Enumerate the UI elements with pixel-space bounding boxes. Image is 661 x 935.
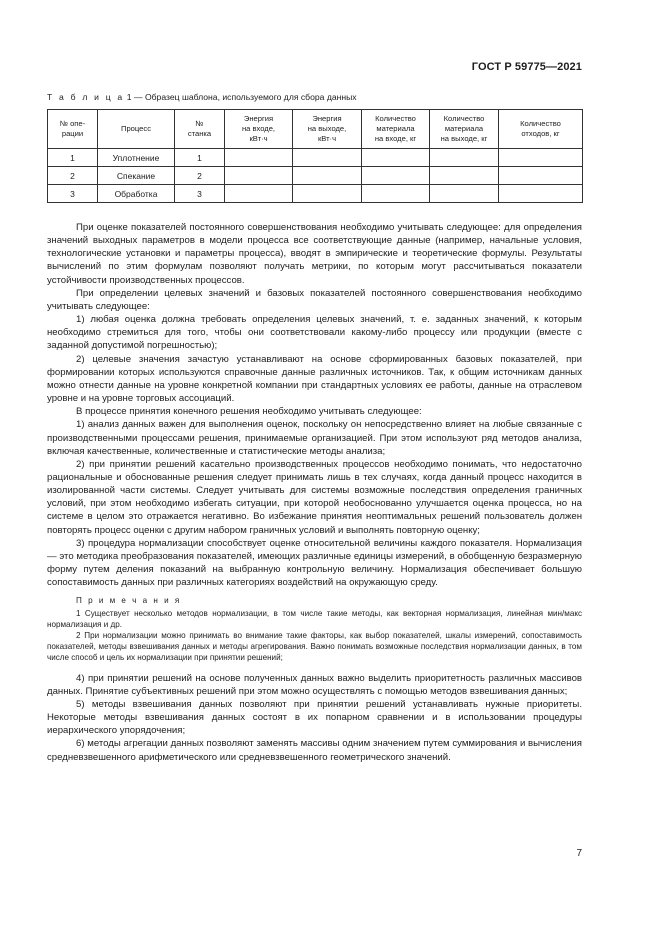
table-cell [362,149,430,167]
standard-designation: ГОСТ Р 59775—2021 [471,61,582,73]
table-cell: Обработка [98,185,175,203]
table-cell [293,167,362,185]
column-header: Количество отходов, кг [499,110,583,149]
note-item: 1 Существует несколько методов нормализации, в том числе такие методы, как векторная нормализация, линейная мин/макс нормализация и др. [47,608,582,629]
list-continuation [47,672,582,764]
table-cell [293,185,362,203]
note-item: 2 При нормализации можно принимать во внимание такие факторы, как выбор показателей, шкалы измерений, сопоставимость показателей, методы взвешивания данных и методы агрегирования. Важно понимать возможные последствия нормализации данных, в том числе способ и цель их нормализации при принятии решений; [47,630,582,663]
table-cell: 3 [48,185,98,203]
table-cell [430,167,499,185]
table-cell: Спекание [98,167,175,185]
table-cell: 1 [175,149,225,167]
table-cell [225,149,293,167]
table-cell [499,167,583,185]
table-header-row [48,110,583,149]
table-row [48,185,583,203]
table-cell [225,167,293,185]
table-cell [362,185,430,203]
body-text [47,221,582,764]
table-caption-label: Т а б л и ц а [47,92,125,102]
list-item: 1) анализ данных важен для выполнения оценок, поскольку он непосредственно влияет на любые связанные с производственными процессами решения, принимаемые организацией. При этом используют ряд методов анализа, включая качественные, количественные и статистические методы анализа; [47,419,582,457]
table-cell: Уплотнение [98,149,175,167]
table-caption-text: 1 — Образец шаблона, используемого для сбора данных [124,92,357,102]
page-number: 7 [576,848,582,859]
table-cell [430,185,499,203]
table-row [48,149,583,167]
list-item: 2) целевые значения зачастую устанавливают на основе сформированных базовых показателей, при формировании которых используются справочные данные различных источников. Так, к общим источникам данных можно отнести данные на уровне конкретной компании при стандартных условиях ее работы, данные на отраслевом уровне и на уровне торговых ассоциаций. [47,353,582,405]
table-cell [499,149,583,167]
table-cell [362,167,430,185]
table-row [48,167,583,185]
table-cell: 1 [48,149,98,167]
table-caption [47,92,357,102]
table-cell: 2 [175,167,225,185]
list-item: 6) методы агрегации данных позволяют заменять массивы одним значением путем суммирования и вычисления средневзвешенного арифметического или средневзвешенного геометрического значений. [47,738,582,763]
column-header: Процесс [98,110,175,149]
table-cell: 2 [48,167,98,185]
column-header: № станка [175,110,225,149]
table-cell [499,185,583,203]
paragraph: При определении целевых значений и базовых показателей постоянного совершенствования необходимо учитывать следующее: [47,287,582,312]
paragraph: В процессе принятия конечного решения необходимо учитывать следующее: [76,406,422,418]
data-collection-template-table [47,109,583,203]
column-header: Энергия на входе, кВт·ч [225,110,293,149]
table-cell [430,149,499,167]
column-header: Количество материала на входе, кг [362,110,430,149]
list-item: 5) методы взвешивания данных позволяют при принятии решений устанавливать нужные приоритеты. Некоторые методы взвешивания данных состоят в их попарном сравнении и в использовании процедуры иерархического упорядочения; [47,698,582,737]
notes-block [47,595,582,663]
list-item: 4) при принятии решений на основе полученных данных важно выделить приоритетность различных массивов данных. Принятие субъективных решений при этом можно осуществлять с помощью методов взвешивания данных; [47,672,582,697]
paragraph: При оценке показателей постоянного совершенствования необходимо учитывать следующее: для определения значений выходных параметров в модели процесса все соответствующие данные (например, начальные условия, технологические установки и параметры процесса), вводят в эмпирические и теоретические формулы. Результаты вычислений по этим формулам позволяют получать метрики, по которым могут рассчитываться показатели устойчивости производственных процессов. [47,222,582,286]
table-cell [225,185,293,203]
list-item: 2) при принятии решений касательно производственных процессов необходимо понимать, что недостаточно рациональные и обоснованные решения следует принимать лишь в тех случаях, когда данный процесс находится в изолированной части системы. Следует учитывать для системы возможные последствия определения граничных условий, при этом необходимо избегать ситуации, при которой необоснованно улучшается оценка процесса, но на системе в целом это отражается негативно. Во избежание принятия неоптимальных решений пользователь должен повторять процесс оценки с другим набором граничных условий и выполнять повторную оценку; [47,458,582,536]
column-header: Количество материала на выходе, кг [430,110,499,149]
table-cell: 3 [175,185,225,203]
column-header: № опе- рации [48,110,98,149]
column-header: Энергия на выходе, кВт·ч [293,110,362,149]
table-cell [293,149,362,167]
list-item: 3) процедура нормализации способствует оценке относительной величины каждого показателя. Нормализация — это методика преобразования показателей, имеющих различные единицы измерений, в обобщенную безразмерную форму путем деления показаний на выбранную контрольную величину. Нормализация обеспечивает большую сопоставимость данных при различных категориях воздействий на окружающую среду. [47,537,582,589]
list-item: 1) любая оценка должна требовать определения целевых значений, т. е. заданных значений, к которым необходимо стремиться для того, чтобы они соответствовали какому-либо процессу или продукции (вместе с заданной допустимой погрешностью); [47,314,582,352]
notes-heading: П р и м е ч а н и я [76,596,182,606]
